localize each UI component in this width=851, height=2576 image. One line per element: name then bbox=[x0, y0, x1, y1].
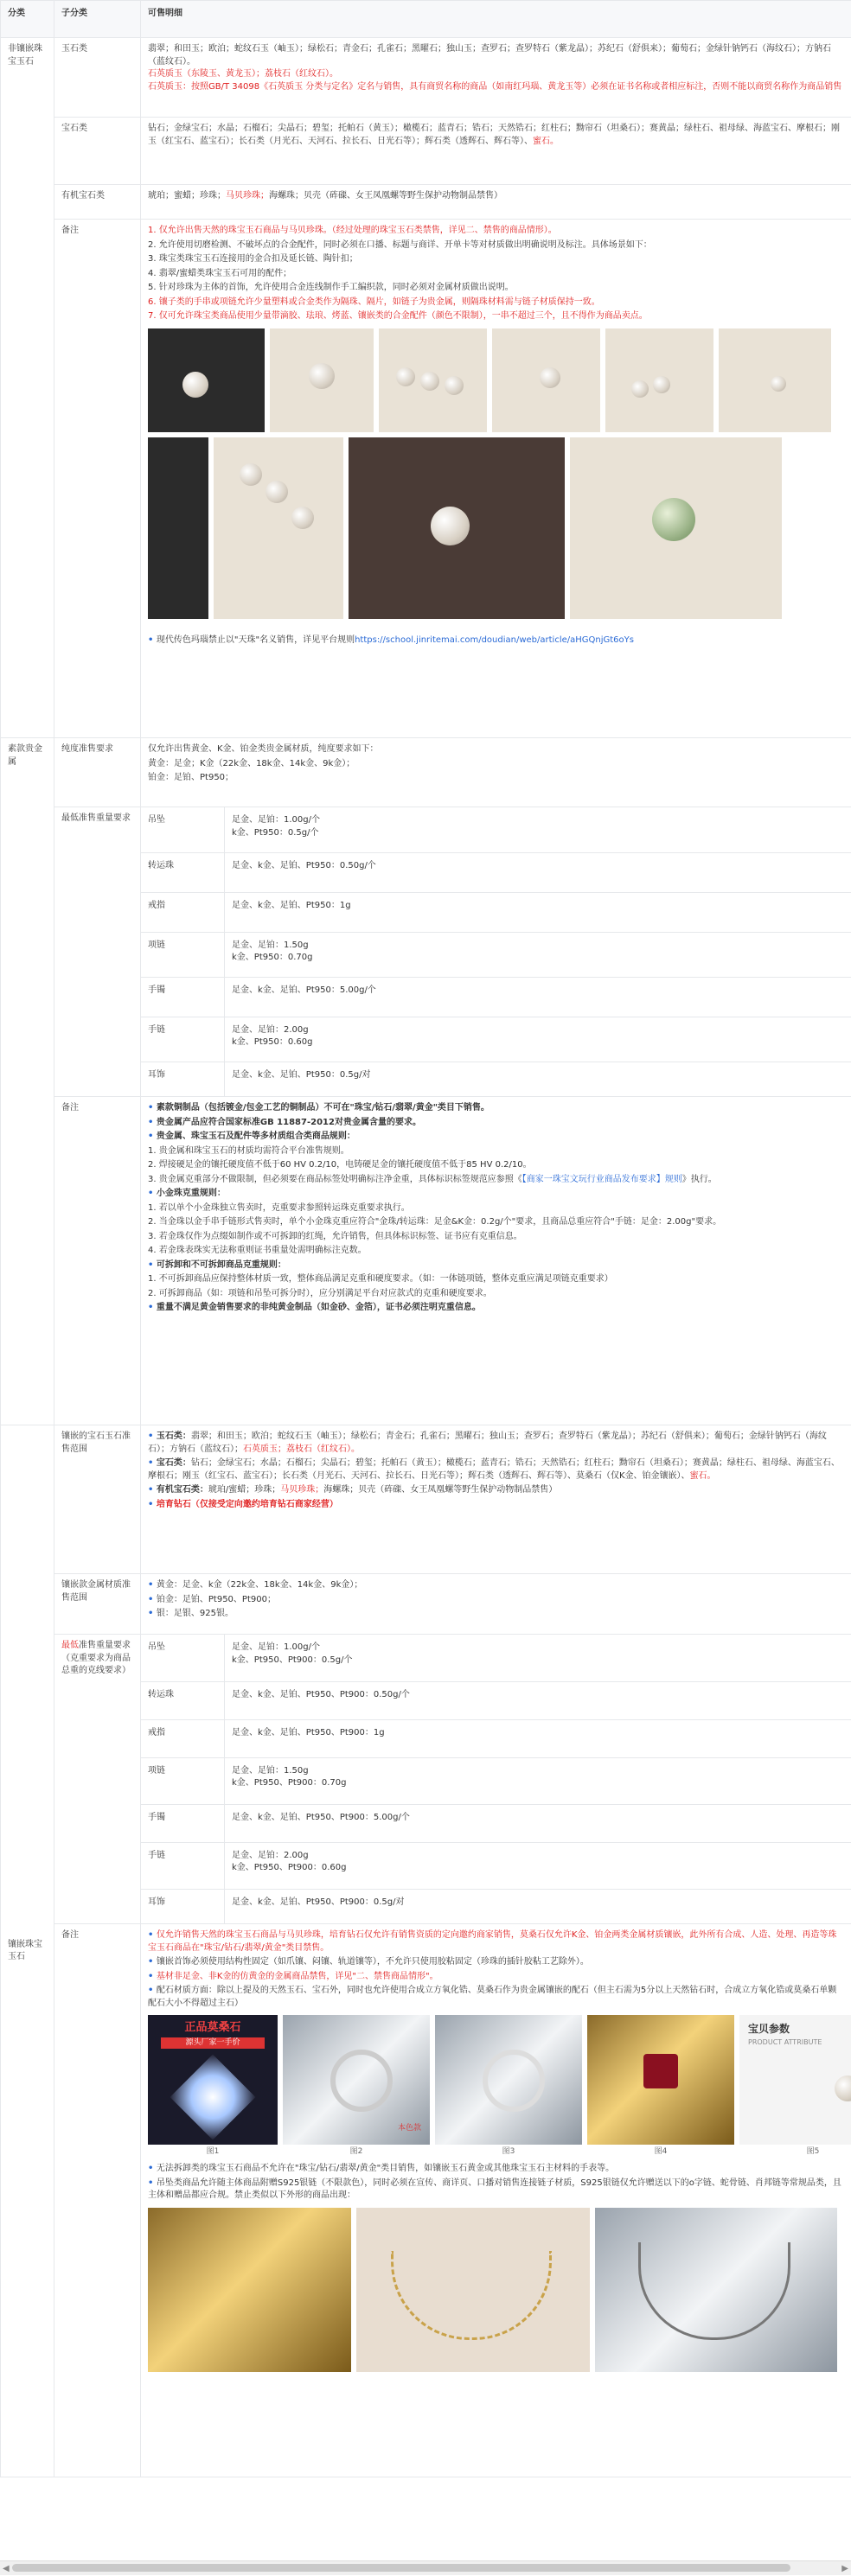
s2-note-b1: • 素款铜制品（包括镀金/包金工艺的铜制品）不可在"珠宝/钻石/翡翠/黄金"类目下销售。 bbox=[148, 1102, 844, 1115]
s1-organic-detail bbox=[141, 185, 851, 220]
s3-weight-table bbox=[141, 1635, 851, 1923]
s1-note-row bbox=[1, 220, 851, 738]
s3-w-v2-3: k金、Pt950、Pt900：0.70g bbox=[232, 1777, 844, 1790]
s1-jade-row bbox=[1, 38, 851, 118]
s3-note-b6: • 吊坠类商品允许随主体商品附赠S925银链（不限款色），同时必须在宣传、商详页、口播对销售连接链子材质，S925银链仅允许赠送以下的o字链、蛇骨链、肖邦链等常规品类，且主体和赠品都应合规。禁止类似以下外形的商品出现： bbox=[148, 2177, 844, 2203]
s3-lab-diamond: • 培育钻石（仅接受定向邀约培育钻石商家经营） bbox=[148, 1499, 844, 1512]
s2-w-row-1 bbox=[141, 852, 851, 892]
s1-organic-sub: 有机宝石类 bbox=[54, 185, 141, 220]
s1-note-line5: 5. 针对珍珠为主体的首饰，允许使用合金连线制作手工编织款，同时必须对金属材质做出说明。 bbox=[148, 282, 844, 295]
s3-weight-row bbox=[1, 1635, 851, 1924]
fig-2-caption: 图2 bbox=[283, 2146, 430, 2158]
s3-w-v2-5: k金、Pt950、Pt900：0.60g bbox=[232, 1862, 844, 1875]
s3-w-v1-0: 足金、足铂：1.00g/个 bbox=[232, 1642, 844, 1655]
s2-w-v1-5: 足金、足铂：2.00g bbox=[232, 1024, 844, 1037]
s3-organic-text: 琥珀/蜜蜡；珍珠； bbox=[208, 1485, 280, 1495]
s1-jade-red2: 石英质玉：按照GB/T 34098《石英质玉 分类与定名》定名与销售，具有商贸名称的商品（如南红玛瑙、黄龙玉等）必须在证书名称或者相应标注，否则不能以商贸名称作为商品销售 bbox=[148, 81, 844, 94]
s3-gem-red: 蜜石。 bbox=[690, 1471, 716, 1481]
fig-4 bbox=[587, 2015, 734, 2159]
s1-link-pre: 现代传色玛瑙禁止以"天珠"名义销售，详见平台规则 bbox=[157, 635, 355, 645]
s1-note-line6: 6. 镶子类的手串或项链允许少量塑料或合金类作为隔珠、隔片，如链子为贵金属，则隔珠材料需与链子材质保持一致。 bbox=[148, 296, 844, 309]
s2-w-row-4 bbox=[141, 977, 851, 1017]
s3-w-k0: 吊坠 bbox=[141, 1635, 225, 1681]
header-row bbox=[1, 1, 851, 38]
s3-note-detail bbox=[141, 1924, 851, 2477]
s2-note-n1: 1. 不可拆卸商品应保持整体材质一致，整体商品满足克重和硬度要求。（如：一体链项链，整体克重应满足项链克重要求） bbox=[148, 1273, 844, 1286]
s1-note-line2: 2. 允许使用切磨检测、不破坏点的合金配件，同时必须在口播、标题与商详、开单卡等对材质做出明确说明及标注。具体场景如下： bbox=[148, 239, 844, 252]
s3-w-row-2 bbox=[141, 1719, 851, 1757]
product-photo-9 bbox=[349, 437, 565, 619]
fig-3 bbox=[435, 2015, 582, 2159]
s3-organic-post: 海螺珠；贝壳（砗磲、女王凤凰螺等野生保护动物制品禁售） bbox=[323, 1485, 557, 1495]
s3-metal-sub: 镶嵌款金属材质准售范围 bbox=[54, 1574, 141, 1635]
s1-organic-red: 马贝珍珠； bbox=[226, 191, 269, 201]
s1-jade-text: 翡翠；和田玉；欧泊；蛇纹石玉（岫玉）；绿松石；青金石；孔雀石；黑曜石；独山玉；查罗石；查罗特石（紫龙晶）；苏纪石（舒俱来）；葡萄石；金绿针钠钙石（海纹石）；方钠石（蓝纹石）。 bbox=[148, 44, 831, 67]
s1-gem-text: 钻石；金绿宝石；水晶；石榴石；尖晶石；碧玺；托帕石（黄玉）；橄榄石；蓝青石；锆石；天然锆石；红柱石；黝帘石（坦桑石）；赛黄晶；绿柱石、祖母绿、海蓝宝石、摩根石；刚玉（红宝石、蓝宝石）；长石类（月光石、天河石、拉长石、日光石等）；辉石类（透辉石、辉石等）、 bbox=[148, 124, 840, 146]
s3-organic-red: 马贝珍珠； bbox=[280, 1485, 323, 1495]
s3-metal-l1: • 黄金：足金、k金（22k金、18k金、14k金、9k金）； bbox=[148, 1579, 844, 1592]
s3-w-row-1 bbox=[141, 1681, 851, 1719]
product-photo-4 bbox=[492, 328, 600, 432]
s3-w-v1-2: 足金、k金、足铂、Pt950、Pt900：1g bbox=[232, 1727, 844, 1740]
ring-photo-4 bbox=[587, 2015, 734, 2145]
s3-metal-l2: • 铂金：足铂、Pt950、Pt900； bbox=[148, 1594, 844, 1607]
s2-purity-sub: 纯度准售要求 bbox=[54, 738, 141, 807]
s2-note-detail bbox=[141, 1097, 851, 1425]
gold-chain-photo-2 bbox=[356, 2208, 590, 2372]
ad-subtitle: 源头厂家一手价 bbox=[161, 2037, 265, 2049]
s2-note-m4: 4. 若金珠表珠实无法称重则证书重量处需明确标注克数。 bbox=[148, 1245, 844, 1258]
s1-gem-sub: 宝石类 bbox=[54, 118, 141, 185]
s2-w-k6: 耳饰 bbox=[141, 1062, 225, 1096]
params-photo bbox=[739, 2015, 851, 2145]
s2-w-v1-3: 足金、足铂：1.50g bbox=[232, 940, 844, 953]
s2-w-v1-1: 足金、k金、足铂、Pt950：0.50g/个 bbox=[232, 860, 844, 873]
s1-jade-red1: 石英质玉（东陵玉、黄龙玉）；荔枝石（红纹石）。 bbox=[148, 68, 844, 81]
s2-w-k2: 戒指 bbox=[141, 892, 225, 932]
fig-4-caption: 图4 bbox=[587, 2146, 734, 2158]
s3-gem-text: 钻石；金绿宝石；水晶；石榴石；尖晶石；碧玺；托帕石（黄玉）；橄榄石；蓝青石；锆石；天然锆石；红柱石；黝帘石（坦桑石）；赛黄晶；绿柱石、祖母绿、海蓝宝石、摩根石；刚玉（红宝石、蓝宝石）；长石类（月光石、天河石、拉长石、日光石等）；辉石类（透辉石、辉石等）、莫桑石（仅K金、铂金镶嵌）、 bbox=[148, 1458, 840, 1481]
s2-note-b3: • 贵金属、珠宝玉石及配件等多材质组合类商品规则： bbox=[148, 1131, 844, 1144]
gold-chain-photo-1 bbox=[148, 2208, 351, 2372]
s1-jade-sub: 玉石类 bbox=[54, 38, 141, 118]
rule-link[interactable]: https://school.jinritemai.com/doudian/web/article/aHGQnjGt6oYs bbox=[355, 635, 634, 645]
s1-note-detail bbox=[141, 220, 851, 738]
silver-chain-photo bbox=[595, 2208, 837, 2372]
s2-w-v2-5: k金、Pt950：0.60g bbox=[232, 1036, 844, 1049]
s3-weight-sub bbox=[54, 1635, 141, 1924]
s2-note-row bbox=[1, 1097, 851, 1425]
s3-w-row-5 bbox=[141, 1842, 851, 1889]
s3-w-v1-1: 足金、k金、足铂、Pt950、Pt900：0.50g/个 bbox=[232, 1689, 844, 1702]
s3-w-row-6 bbox=[141, 1889, 851, 1923]
s1-note-line7: 7. 仅可允许珠宝类商品使用少量带滴胶、珐琅、烤蓝、镶嵌类的合金配件（颜色不限制），一串不超过三个，且不得作为商品卖点。 bbox=[148, 310, 844, 323]
publish-rules-link[interactable]: 【商家一珠宝文玩行业商品发布要求】规则 bbox=[522, 1175, 682, 1184]
s1-organic-pre: 琥珀；蜜蜡；珍珠； bbox=[148, 191, 226, 201]
s3-w-k1: 转运珠 bbox=[141, 1681, 225, 1719]
ring-photo-2 bbox=[283, 2015, 430, 2145]
s2-w-v1-4: 足金、k金、足铂、Pt950：5.00g/个 bbox=[232, 985, 844, 998]
fig-1-caption: 图1 bbox=[148, 2146, 278, 2158]
s3-metal-l3: • 银：足银、925银。 bbox=[148, 1608, 844, 1621]
s3-note-b4: • 配石材质方面：除以上提及的天然玉石、宝石外，同时也允许使用合成立方氧化锆、莫桑石作为贵金属镶嵌的配石（但主石需为5分以上天然钻石时，合成立方氧化锆或莫桑石单颗配石大小不得超过主石） bbox=[148, 1985, 844, 2010]
s3-w-v1-6: 足金、k金、足铂、Pt950、Pt900：0.5g/对 bbox=[232, 1897, 844, 1910]
s1-note-sub: 备注 bbox=[54, 220, 141, 738]
s2-purity-row bbox=[1, 738, 851, 807]
s3-stone-row bbox=[1, 1425, 851, 1574]
s1-category: 非镶嵌珠宝玉石 bbox=[1, 38, 54, 738]
s2-purity-l3: 铂金：足铂、Pt950； bbox=[148, 772, 844, 785]
s3-w-k5: 手链 bbox=[141, 1842, 225, 1889]
fig-5-caption: 图5 bbox=[739, 2146, 851, 2158]
s3-jade-red: 石英质玉；荔枝石（红纹石）。 bbox=[243, 1444, 360, 1454]
s3-w-k3: 项链 bbox=[141, 1757, 225, 1804]
s2-note-m2: 2. 当金珠以金手串手链形式售卖时，单个小金珠克重应符合"金珠/转运珠：足金&K金：0.2g/个"要求，且商品总重应符合"手链：足金：2.00g"要求。 bbox=[148, 1216, 844, 1229]
fig-2-label: 本色款 bbox=[398, 2123, 421, 2134]
s3-note-r3: • 基材非足金、非K金的仿黄金的金属商品禁售，详见"二、禁售商品情形"。 bbox=[148, 1971, 844, 1984]
s2-note-l1: 1. 贵金属和珠宝玉石的材质均需符合平台准售规则。 bbox=[148, 1145, 844, 1158]
s3-note-b5: • 无法拆卸类的珠宝玉石商品不允许在"珠宝/钻石/翡翠/黄金"类目销售，如镶嵌玉石黄金或其他珠宝玉石主材料的手表等。 bbox=[148, 2163, 844, 2176]
s2-purity-l2: 黄金：足金；K金（22k金、18k金、14k金、9k金）； bbox=[148, 758, 844, 771]
s3-w-row-3 bbox=[141, 1757, 851, 1804]
s2-note-b4: • 小金珠克重规则： bbox=[148, 1188, 844, 1201]
params-title: 宝贝参数 bbox=[748, 2022, 790, 2037]
header-category: 分类 bbox=[1, 1, 54, 38]
s1-organic-post: 海螺珠；贝壳（砗磲、女王凤凰螺等野生保护动物制品禁售） bbox=[269, 191, 502, 201]
s2-w-v2-0: k金、Pt950：0.5g/个 bbox=[232, 827, 844, 840]
s2-w-v1-2: 足金、k金、足铂、Pt950：1g bbox=[232, 900, 844, 913]
product-photo-2 bbox=[270, 328, 374, 432]
s2-w-k5: 手链 bbox=[141, 1017, 225, 1062]
s3-metal-detail bbox=[141, 1574, 851, 1635]
s2-weight-row bbox=[1, 807, 851, 1097]
s3-w-k2: 戒指 bbox=[141, 1719, 225, 1757]
scroll-right-icon[interactable]: ▶ bbox=[841, 2563, 848, 2576]
s2-w-row-5 bbox=[141, 1017, 851, 1062]
s1-gem-detail bbox=[141, 118, 851, 185]
s2-note-m3: 3. 若金珠仅作为点缀如制作或不可拆卸的红绳，允许销售，但具体标识标签、证书应有克重信息。 bbox=[148, 1231, 844, 1244]
s1-jade-detail bbox=[141, 38, 851, 118]
s3-w-row-4 bbox=[141, 1804, 851, 1842]
ad-title: 正品莫桑石 bbox=[148, 2020, 278, 2037]
scroll-left-icon[interactable]: ◀ bbox=[3, 2563, 10, 2576]
s2-note-m1: 1. 若以单个小金珠独立售卖时，克重要求参照转运珠克重要求执行。 bbox=[148, 1202, 844, 1215]
s3-weight-sub-text: 准售重量要求（克重要求为商品总重的克线要求） bbox=[61, 1641, 131, 1675]
s1-note-line3: 3. 珠宝类珠宝玉石连接用的金合扣及延长链、陶针扣； bbox=[148, 253, 844, 266]
s3-weight-table-cell bbox=[141, 1635, 851, 1924]
s2-w-row-0 bbox=[141, 807, 851, 852]
s2-w-v1-6: 足金、k金、足铂、Pt950：0.5g/对 bbox=[232, 1069, 844, 1082]
s3-w-v1-4: 足金、k金、足铂、Pt950、Pt900：5.00g/个 bbox=[232, 1812, 844, 1825]
ring-photo-3 bbox=[435, 2015, 582, 2145]
product-photo-10 bbox=[570, 437, 782, 619]
s2-note-b2: • 贵金属产品应符合国家标准GB 11887-2012对贵金属含量的要求。 bbox=[148, 1117, 844, 1130]
fig-1 bbox=[148, 2015, 278, 2159]
fig-3-caption: 图3 bbox=[435, 2146, 582, 2158]
s1-image-row-1 bbox=[148, 328, 844, 432]
s3-note-sub: 备注 bbox=[54, 1924, 141, 2477]
s2-purity-l1: 仅允许出售黄金、K金、铂金类贵金属材质，纯度要求如下： bbox=[148, 743, 844, 756]
s2-weight-table bbox=[141, 807, 851, 1096]
header-details: 可售明细 bbox=[141, 1, 851, 38]
moissanite-ad-photo bbox=[148, 2015, 278, 2145]
s1-organic-row bbox=[1, 185, 851, 220]
s2-w-k4: 手镯 bbox=[141, 977, 225, 1017]
s1-note-line1: 1. 仅允许出售天然的珠宝玉石商品与马贝珍珠。（经过处理的珠宝玉石类禁售，详见二、禁售的商品情形）。 bbox=[148, 225, 844, 238]
s3-stone-sub: 镶嵌的宝石玉石准售范围 bbox=[54, 1425, 141, 1574]
s3-w-k4: 手镯 bbox=[141, 1804, 225, 1842]
header-subcategory: 子分类 bbox=[54, 1, 141, 38]
s1-gem-row bbox=[1, 118, 851, 185]
s2-category: 素款贵金属 bbox=[1, 738, 54, 1425]
s2-w-row-6 bbox=[141, 1062, 851, 1096]
fig-2 bbox=[283, 2015, 430, 2159]
s3-weight-sub-red: 最低 bbox=[61, 1641, 79, 1650]
s3-w-k6: 耳饰 bbox=[141, 1889, 225, 1923]
s3-metal-row bbox=[1, 1574, 851, 1635]
s3-organic-pre: 有机宝石类： bbox=[157, 1485, 208, 1495]
s2-purity-detail bbox=[141, 738, 851, 807]
scrollbar-thumb[interactable] bbox=[12, 2564, 790, 2572]
s2-w-k3: 项链 bbox=[141, 932, 225, 977]
fig-5 bbox=[739, 2015, 851, 2159]
product-photo-3 bbox=[379, 328, 487, 432]
s3-note-row bbox=[1, 1924, 851, 2477]
s3-gem-pre: 宝石类： bbox=[157, 1458, 191, 1468]
s3-image-row-2 bbox=[148, 2208, 844, 2374]
s2-w-k0: 吊坠 bbox=[141, 807, 225, 852]
s2-w-row-3 bbox=[141, 932, 851, 977]
s3-w-v1-3: 足金、足铂：1.50g bbox=[232, 1765, 844, 1778]
s3-w-row-0 bbox=[141, 1635, 851, 1681]
s1-image-row-2 bbox=[148, 437, 844, 619]
s3-category: 镶嵌珠宝玉石 bbox=[1, 1425, 54, 2477]
s3-image-row-1 bbox=[148, 2015, 844, 2161]
s2-weight-sub: 最低准售重量要求 bbox=[54, 807, 141, 1097]
product-photo-5 bbox=[605, 328, 713, 432]
s3-note-b2: • 镶嵌首饰必须使用结构性固定（如爪镶、闷镶、轨道镶等），不允许只使用胶粘固定（珍珠的插针胶粘工艺除外）。 bbox=[148, 1956, 844, 1969]
horizontal-scrollbar[interactable] bbox=[0, 2560, 851, 2575]
s2-w-v2-3: k金、Pt950：0.70g bbox=[232, 952, 844, 965]
product-photo-6 bbox=[719, 328, 831, 432]
product-photo-7 bbox=[148, 437, 208, 619]
s3-jade-text: 翡翠；和田玉；欧泊；蛇纹石玉（岫玉）；绿松石；青金石；孔雀石；黑曜石；独山玉；查罗石；查罗特石（紫龙晶）；苏纪石（舒俱来）；葡萄石；金绿针钠钙石（海纹石）；方钠石（蓝纹石）； bbox=[148, 1431, 827, 1454]
s2-note-b6: • 重量不满足黄金销售要求的非纯黄金制品（如金砂、金箔），证书必须注明克重信息。 bbox=[148, 1302, 844, 1315]
s3-jade-pre: 玉石类： bbox=[157, 1431, 191, 1441]
product-photo-8 bbox=[214, 437, 343, 619]
s2-note-l3post: 》执行。 bbox=[682, 1175, 717, 1184]
s3-note-r1: • 仅允许销售天然的珠宝玉石商品与马贝珍珠，培育钻石仅允许有销售资质的定向邀约商家销售，莫桑石仅允许K金、铂金两类金属材质镶嵌，此外所有合成、人造、处理、再造等珠宝玉石商品在"珠宝/钻石/翡翠/黄金"类目禁售。 bbox=[148, 1929, 844, 1954]
product-photo-1 bbox=[148, 328, 265, 432]
s3-w-v2-0: k金、Pt950、Pt900：0.5g/个 bbox=[232, 1655, 844, 1667]
s2-note-l2: 2. 焊接硬足金的镶托硬度值不低于60 HV 0.2/10，电铸硬足金的镶托硬度值不低于85 HV 0.2/10。 bbox=[148, 1159, 844, 1172]
s1-note-line4: 4. 翡翠/蜜蜡类珠宝玉石可用的配件； bbox=[148, 268, 844, 281]
s2-note-sub: 备注 bbox=[54, 1097, 141, 1425]
s3-w-v1-5: 足金、足铂：2.00g bbox=[232, 1850, 844, 1863]
s3-stone-detail bbox=[141, 1425, 851, 1574]
s2-note-l3pre: 3. 贵金属克重部分不做限制，但必须要在商品标签处明确标注净金重，具体标识标签规范应参照《 bbox=[148, 1175, 522, 1184]
s2-w-row-2 bbox=[141, 892, 851, 932]
params-subtitle: PRODUCT ATTRIBUTE bbox=[748, 2037, 822, 2048]
s2-note-n2: 2. 可拆卸商品（如：项链和吊坠可拆分时），应分别满足平台对应款式的克重和硬度要求。 bbox=[148, 1288, 844, 1301]
s2-weight-table-cell bbox=[141, 807, 851, 1097]
s1-gem-red: 蜜石。 bbox=[533, 137, 559, 146]
s2-w-k1: 转运珠 bbox=[141, 852, 225, 892]
s2-note-b5: • 可拆卸和不可拆卸商品克重规则： bbox=[148, 1259, 844, 1272]
s2-w-v1-0: 足金、足铂：1.00g/个 bbox=[232, 814, 844, 827]
